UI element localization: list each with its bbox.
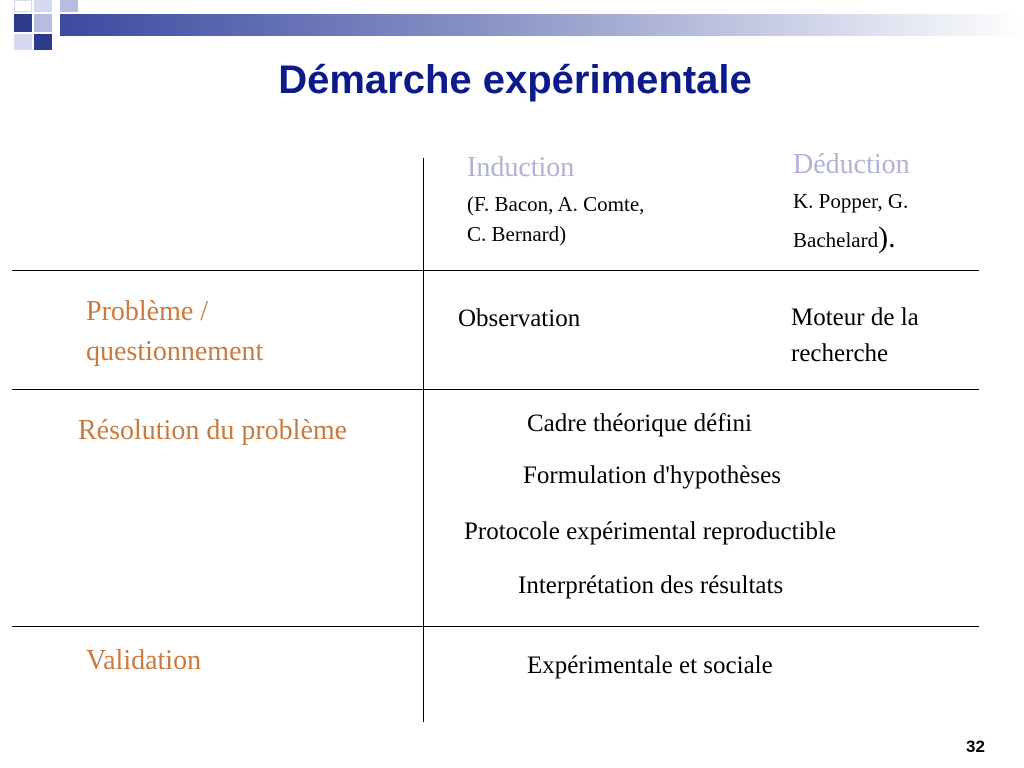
resolution-step: Formulation d'hypothèses: [523, 462, 781, 489]
table-row-divider: [12, 389, 979, 390]
table-vertical-divider: [423, 158, 424, 722]
row-label-validation: Validation: [86, 645, 202, 676]
column-header-deduction: Déduction: [793, 149, 910, 180]
header-square: [14, 0, 32, 12]
cell-moteur-line1: Moteur de la: [791, 304, 919, 331]
header-square: [34, 14, 52, 32]
resolution-step: Protocole expérimental reproductible: [464, 518, 837, 545]
header-square: [34, 34, 52, 50]
induction-authors-line2: C. Bernard): [467, 222, 567, 246]
header-square: [60, 0, 78, 12]
deduction-authors-end: ).: [878, 221, 896, 254]
deduction-authors-line1: K. Popper, G.: [793, 189, 909, 213]
induction-authors-line1: (F. Bacon, A. Comte,: [467, 192, 645, 216]
deduction-authors-name: Bachelard: [793, 228, 879, 252]
table-row-divider: [12, 270, 979, 271]
table-row-divider: [12, 626, 979, 627]
deduction-authors-line2: [793, 222, 896, 256]
resolution-step: Cadre théorique défini: [527, 410, 752, 437]
header-square: [34, 0, 52, 12]
resolution-step: Interprétation des résultats: [518, 572, 784, 599]
slide-title: Démarche expérimentale: [278, 58, 752, 102]
column-header-induction: Induction: [467, 152, 575, 183]
header-gradient-bar: [60, 14, 1024, 36]
cell-moteur-line2: recherche: [791, 340, 889, 367]
row-label-resolution: Résolution du problème: [78, 415, 348, 446]
cell-validation: Expérimentale et sociale: [527, 652, 773, 679]
row-label-probleme-line2: questionnement: [86, 336, 264, 367]
page-number: 32: [966, 737, 985, 756]
row-label-probleme-line1: Problème /: [86, 296, 209, 327]
header-square: [14, 14, 32, 32]
cell-observation: Observation: [458, 305, 581, 332]
header-square: [14, 34, 32, 50]
